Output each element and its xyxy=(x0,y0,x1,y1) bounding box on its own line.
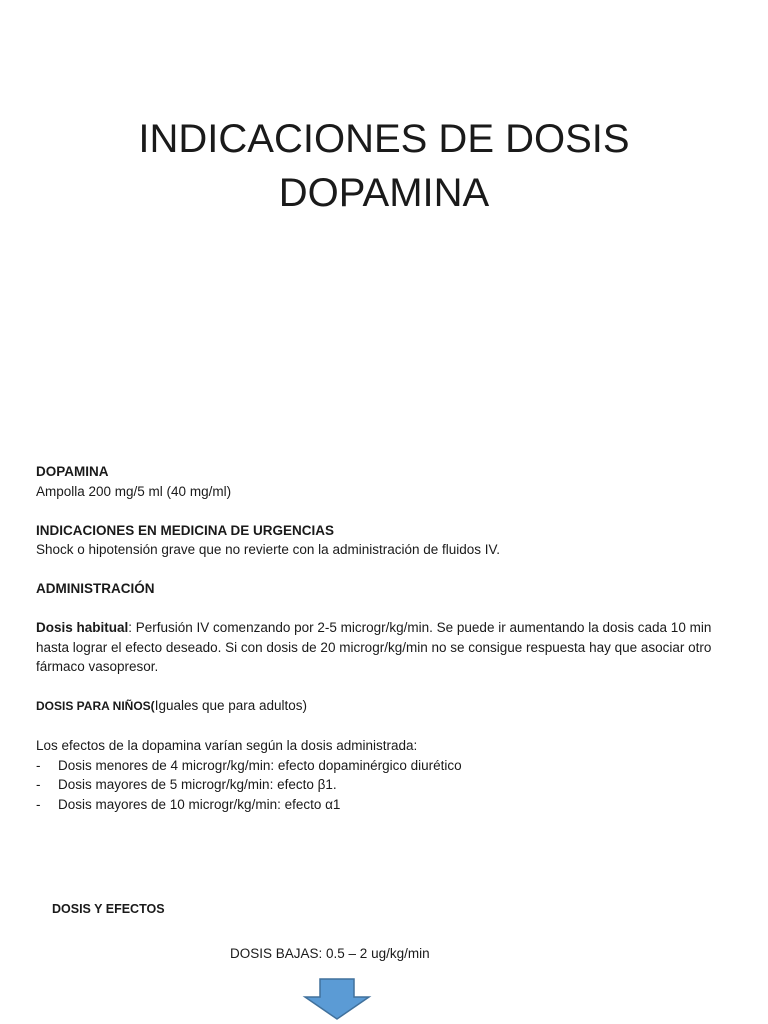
children-dose-text: Iguales que para adultos) xyxy=(154,698,308,713)
indications-text: Shock o hipotensión grave que no revierte con la administración de fluidos IV. xyxy=(36,542,501,557)
children-dose-paragraph xyxy=(36,696,716,717)
down-arrow-icon xyxy=(302,978,372,1022)
list-item: - Dosis mayores de 5 microgr/kg/min: efecto β1. xyxy=(36,775,716,795)
effects-list xyxy=(36,756,716,815)
administration-heading: ADMINISTRACIÓN xyxy=(36,581,155,596)
usual-dose-label: Dosis habitual xyxy=(36,620,129,635)
list-item: - Dosis mayores de 10 microgr/kg/min: efecto α1 xyxy=(36,795,716,815)
list-item: - Dosis menores de 4 microgr/kg/min: efecto dopaminérgico diurético xyxy=(36,756,716,776)
document-body xyxy=(36,462,716,814)
low-dose-label: DOSIS BAJAS: 0.5 – 2 ug/kg/min xyxy=(230,946,430,961)
usual-dose-paragraph xyxy=(36,618,716,677)
title-line-1: INDICACIONES DE DOSIS xyxy=(138,117,630,161)
indications-heading: INDICACIONES EN MEDICINA DE URGENCIAS xyxy=(36,522,335,538)
drug-presentation: Ampolla 200 mg/5 ml (40 mg/ml) xyxy=(36,483,232,499)
page-title xyxy=(0,112,768,220)
drug-heading: DOPAMINA xyxy=(36,464,109,479)
title-line-2: DOPAMINA xyxy=(278,171,490,215)
usual-dose-text: : Perfusión IV comenzando por 2-5 microgr/kg/min. Se puede ir aumentando la dosis cada 10 min hasta lograr el efecto deseado. Si con dosis de 20 microgr/kg/min no se consigue respuesta hay que asociar otro fármaco vasopresor. xyxy=(36,620,712,674)
dose-effects-heading: DOSIS Y EFECTOS xyxy=(52,902,165,916)
children-dose-label: DOSIS PARA NIÑOS( xyxy=(36,699,155,713)
effects-intro: Los efectos de la dopamina varían según la dosis administrada: xyxy=(36,738,418,753)
